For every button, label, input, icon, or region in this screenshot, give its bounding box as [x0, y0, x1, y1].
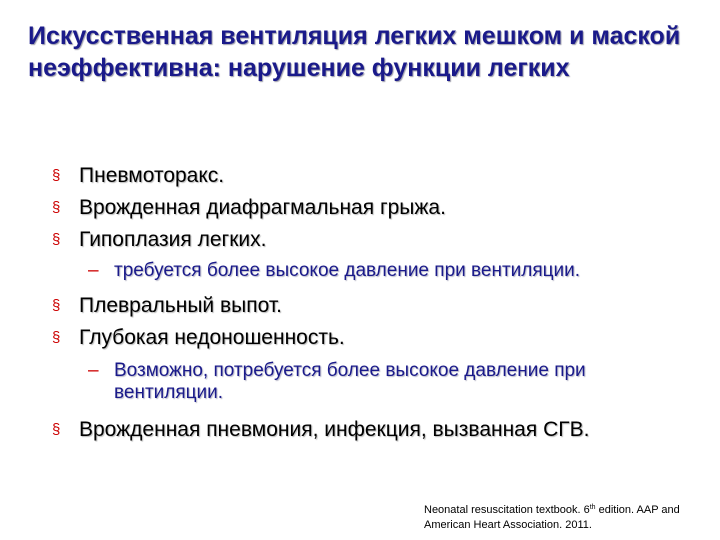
list-item-text: Гипоплазия легких.	[79, 228, 267, 251]
bullet-list	[52, 160, 692, 446]
list-item	[52, 290, 692, 322]
list-item-text: Пневмоторакс.	[79, 164, 225, 187]
sub-list-item	[52, 260, 692, 282]
bullet-icon: §	[52, 167, 61, 184]
citation-text: Neonatal resuscitation textbook. 6	[424, 504, 590, 516]
dash-icon: –	[88, 260, 99, 281]
citation	[424, 500, 714, 533]
list-item	[52, 322, 692, 354]
list-item	[52, 192, 692, 224]
list-item	[52, 414, 692, 446]
list-item-text: Глубокая недоношенность.	[79, 326, 345, 349]
bullet-icon: §	[52, 297, 61, 314]
slide-title: Искусственная вентиляция легких мешком и маской неэффективна: нарушение функции легких	[28, 22, 681, 82]
bullet-icon: §	[52, 231, 61, 248]
sub-list-item-text: требуется более высокое давление при вентиляции.	[114, 260, 581, 281]
citation-text-rest: edition. AAP and American Heart Association. 2011.	[424, 504, 680, 531]
list-item-text: Плевральный выпот.	[79, 294, 282, 317]
bullet-icon: §	[52, 329, 61, 346]
list-item	[52, 160, 692, 192]
sub-list-item-text: Возможно, потребуется более высокое давление при вентиляции.	[114, 360, 586, 403]
citation-superscript: th	[589, 504, 596, 511]
list-item-text: Врожденная пневмония, инфекция, вызванная СГВ.	[79, 418, 590, 441]
list-item-text: Врожденная диафрагмальная грыжа.	[79, 196, 446, 219]
bullet-icon: §	[52, 421, 61, 438]
dash-icon: –	[88, 360, 99, 381]
bullet-icon: §	[52, 199, 61, 216]
sub-list-item	[52, 360, 692, 404]
list-item	[52, 224, 692, 256]
